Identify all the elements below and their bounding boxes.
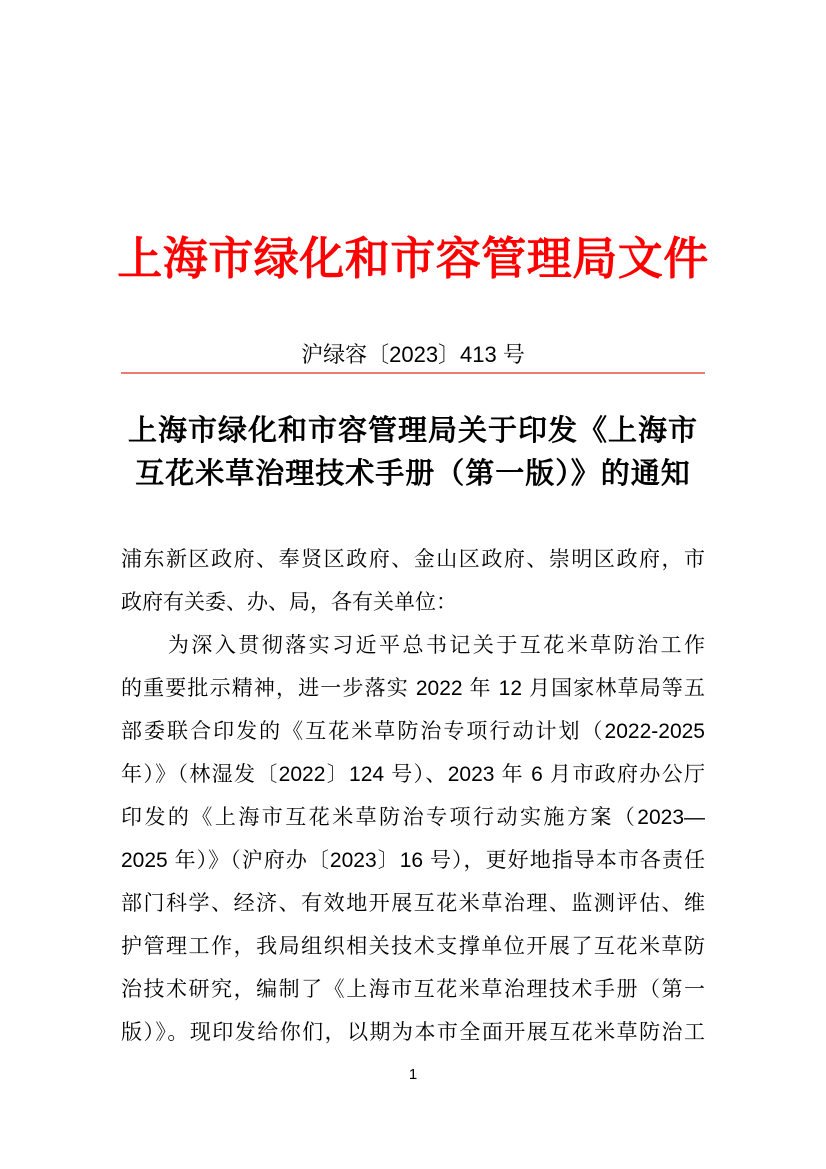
body-line: 版）》。现印发给你们，以期为本市全面开展互花米草防治工 — [121, 1021, 705, 1044]
body-line: 2025 年）》（沪府办〔2023〕16 号），更好地指导本市各责任 — [121, 849, 705, 872]
body-line: 护管理工作，我局组织相关技术支撑单位开展了互花米草防 — [121, 935, 705, 958]
body-line: 部委联合印发的《互花米草防治专项行动计划（2022-2025 — [121, 720, 705, 743]
doc-number: 沪绿容〔2023〕413 号 — [301, 342, 525, 367]
body-line: 部门科学、经济、有效地开展互花米草治理、监测评估、维 — [121, 892, 705, 915]
body-line: 的重要批示精神，进一步落实 2022 年 12 月国家林草局等五 — [121, 677, 705, 700]
red-divider-line — [121, 372, 705, 374]
doc-title — [41, 410, 785, 496]
body-line: 为深入贯彻落实习近平总书记关于互花米草防治工作 — [121, 634, 705, 657]
org-title: 上海市绿化和市容管理局文件 — [117, 233, 709, 284]
body-line: 浦东新区政府、奉贤区政府、金山区政府、崇明区政府，市 — [121, 548, 705, 571]
body-line: 印发的《上海市互花米草防治专项行动实施方案（2023— — [121, 806, 705, 829]
page-number: 1 — [408, 1066, 418, 1083]
body-text — [121, 538, 705, 1054]
doc-title-line-1: 上海市绿化和市容管理局关于印发《上海市 — [127, 415, 698, 447]
body-line: 治技术研究，编制了《上海市互花米草治理技术手册（第一 — [121, 978, 705, 1001]
doc-title-line-2: 互花米草治理技术手册（第一版）》的通知 — [135, 458, 691, 490]
body-line: 年）》（林湿发〔2022〕124 号）、2023 年 6 月市政府办公厅 — [121, 763, 705, 786]
body-line: 政府有关委、办、局，各有关单位： — [121, 591, 457, 614]
